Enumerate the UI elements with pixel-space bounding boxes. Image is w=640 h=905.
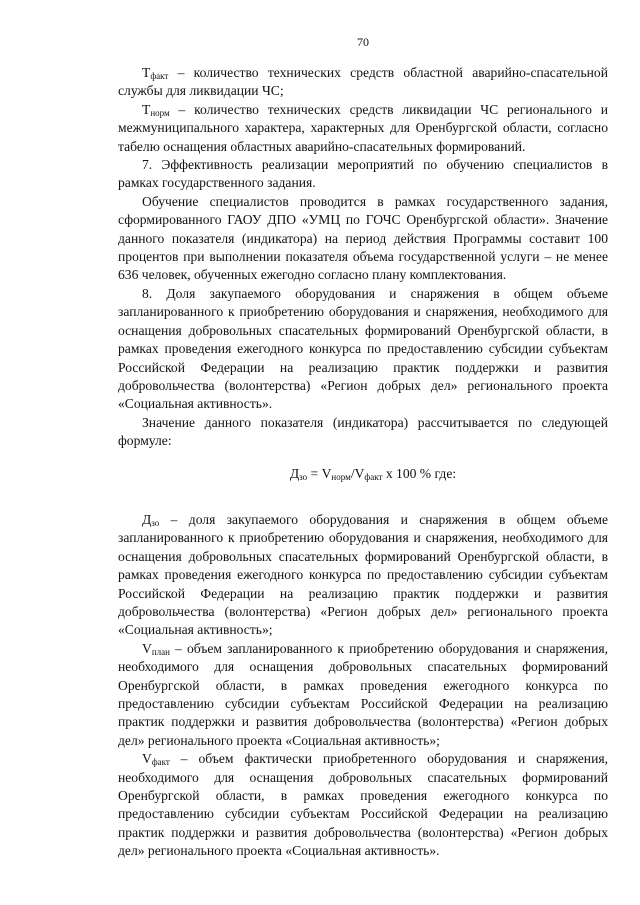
definition-d-zo bbox=[118, 511, 608, 640]
symbol-subscript: зо bbox=[151, 517, 160, 528]
formula: $Д_{зо} = V_{норм}/V_{факт}$ х 100 % где: bbox=[289, 465, 457, 482]
section-7-heading: 7. Эффективность реализации мероприятий по обучению специалистов в рамках государственного задания. bbox=[118, 157, 608, 191]
section-8-heading: 8. Доля закупаемого оборудования и снаряжения в общем объеме запланированного к приобретению оборудования и снаряжения, необходимого для оснащения добровольных спасательных формирований Оренбургской области, в рамках проведения ежегодного конкурса по предоставлению субсидии субъектам Российской Федерации на реализацию практик поддержки и развития добровольчества (волонтерства) «Регион добрых дел» регионального проекта «Социальная активность». bbox=[118, 285, 608, 412]
definition-v-plan bbox=[118, 640, 608, 750]
symbol-subscript: факт bbox=[151, 757, 170, 768]
symbol: Т bbox=[142, 101, 151, 117]
definition-text: – объем запланированного к приобретению оборудования и снаряжения, необходимого для оснащения добровольных спасательных формирований Оренбургской области, в рамках проведения ежегодного конкурса по предоставлению субсидии субъектам Российской Федерации на реализацию практик поддержки и развития добровольчества (волонтерства) «Регион добрых дел» регионального проекта «Социальная активность»; bbox=[118, 640, 608, 748]
symbol: V bbox=[142, 751, 152, 767]
definition-v-fact bbox=[118, 750, 608, 860]
symbol-subscript: факт bbox=[150, 71, 169, 81]
formula-intro: Значение данного показателя (индикатора) рассчитывается по следующей формуле: bbox=[118, 414, 608, 449]
definition-t-fact bbox=[118, 64, 608, 101]
section-7-body: Обучение специалистов проводится в рамках государственного задания, сформированного ГАОУ ДПО «УМЦ по ГОЧС Оренбургской области». Значение данного показателя (индикатора) на период действия Программы составит 100 процентов при выполнении показателя объема государственной услуги – не менее 636 человек, обученных ежегодно согласно плану комплектования. bbox=[118, 193, 608, 283]
definition-t-norm bbox=[118, 101, 608, 156]
definition-text: – количество технических средств областной аварийно-спасательной службы для ликвидации ЧС; bbox=[118, 65, 608, 99]
symbol: V bbox=[142, 640, 152, 656]
definition-text: – объем фактически приобретенного оборудования и снаряжения, необходимого для оснащения добровольных спасательных формирований Оренбургской области, в рамках проведения ежегодного конкурса по предоставлению субсидии субъектам Российской Федерации на реализацию практик поддержки и развития добровольчества (волонтерства) «Регион добрых дел» регионального проекта «Социальная активность». bbox=[118, 751, 608, 859]
document-page bbox=[118, 34, 608, 861]
symbol: Д bbox=[142, 511, 152, 527]
definition-text: – доля закупаемого оборудования и снаряжения в общем объеме запланированного к приобретению оборудования и снаряжения, необходимого для оснащения добровольных спасательных формирований Оренбургской области, в рамках проведения ежегодного конкурса по предоставлению субсидии субъектам Российской Федерации на реализацию практик поддержки и развития добровольчества (волонтерства) «Регион добрых дел» регионального проекта «Социальная активность»; bbox=[118, 511, 608, 638]
symbol-subscript: план bbox=[151, 646, 170, 657]
definition-text: – количество технических средств ликвидации ЧС регионального и межмуниципального характера, характерных для Оренбургской области, согласно табелю оснащения областных аварийно-спасательных формирований. bbox=[118, 101, 608, 154]
symbol: Т bbox=[142, 65, 151, 80]
page-number: 70 bbox=[357, 35, 369, 49]
symbol-subscript: норм bbox=[150, 107, 170, 118]
